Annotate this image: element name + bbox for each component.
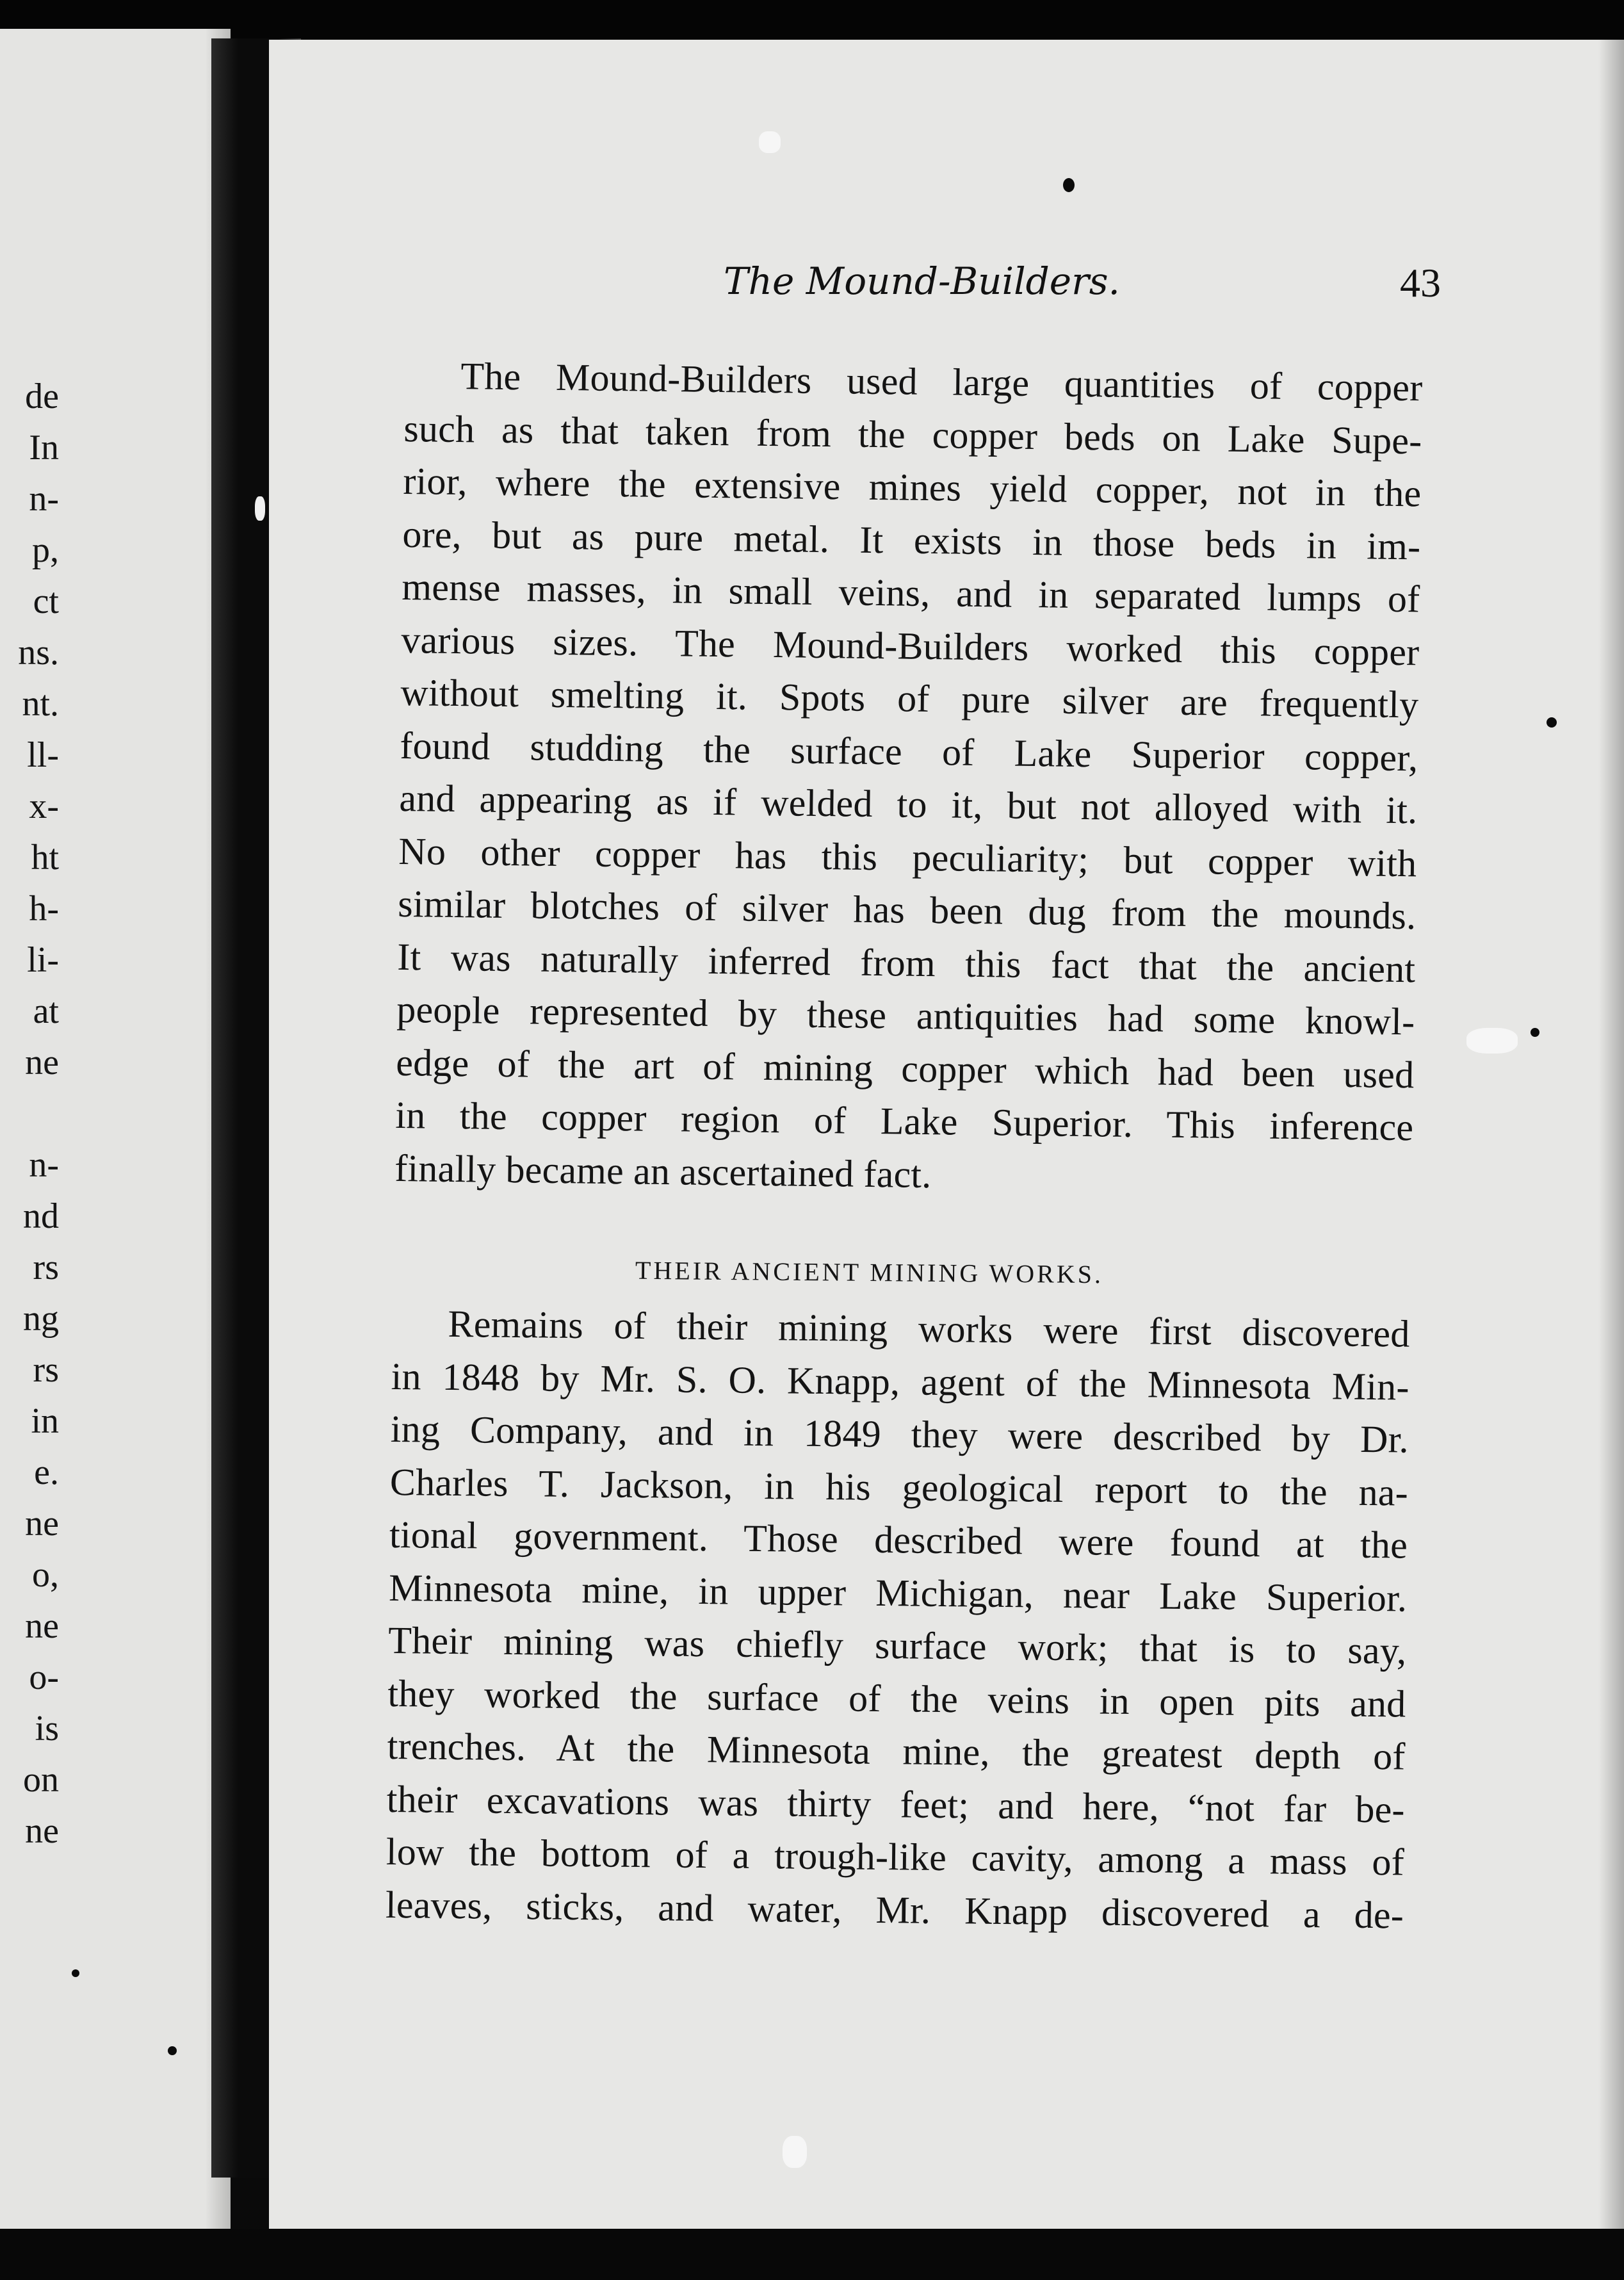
ink-speck <box>72 1969 79 1977</box>
ink-speck <box>1063 178 1075 192</box>
ink-speck <box>168 2046 177 2055</box>
text-line: edge of the art of mining copper which had been used <box>395 1041 1415 1096</box>
fragment: ht <box>31 838 59 877</box>
text-line: various sizes. The Mound-Builders worked this copper <box>401 618 1420 673</box>
fragment: nt. <box>22 684 59 724</box>
fragment: o- <box>29 1657 59 1697</box>
text-line: and appearing as if welded to it, but not alloyed with it. <box>399 776 1418 832</box>
fragment: ne <box>25 1043 59 1082</box>
running-title: The Mound-Builders. <box>724 259 1120 303</box>
fragment: ng <box>23 1299 59 1339</box>
paragraph-copper <box>394 349 1423 1207</box>
fragment: at <box>33 991 59 1031</box>
section-heading: THEIR ANCIENT MINING WORKS. <box>635 1255 1104 1289</box>
fragment: is <box>35 1709 59 1748</box>
text-line: without smelting it. Spots of pure silver are frequently <box>400 671 1419 726</box>
text-line: similar blotches of silver has been dug from the mounds. <box>398 882 1417 938</box>
text-line: in the copper region of Lake Superior. This inference <box>394 1093 1414 1149</box>
text-line: in 1848 by Mr. S. O. Knapp, agent of the Minnesota Min- <box>391 1355 1409 1408</box>
page-number: 43 <box>1400 260 1441 305</box>
page-edge-shadow <box>1598 40 1624 2243</box>
scan-blemish <box>783 2136 807 2168</box>
scan-bottom-border <box>0 2229 1624 2280</box>
fragment: ne <box>25 1504 59 1543</box>
text-line: low the bottom of a trough-like cavity, among a mass of <box>386 1830 1405 1884</box>
text-line: such as that taken from the copper beds on Lake Supe- <box>403 407 1422 462</box>
text-line: tional government. Those described were found at the <box>389 1513 1408 1567</box>
ink-speck <box>1531 1028 1539 1037</box>
fragment: in <box>31 1401 59 1441</box>
text-line: Remains of their mining works were first discovered <box>448 1302 1410 1355</box>
text-line: trenches. At the Minnesota mine, the greatest depth of <box>387 1724 1406 1778</box>
text-line: leaves, sticks, and water, Mr. Knapp discovered a de- <box>385 1883 1404 1937</box>
ink-speck <box>1547 717 1557 728</box>
text-line: ing Company, and in 1849 they were described by Dr. <box>390 1407 1409 1461</box>
fragment: o, <box>32 1555 59 1595</box>
fragment: rs <box>33 1248 59 1287</box>
fragment: rs <box>33 1350 59 1390</box>
text-line: It was naturally inferred from this fact that the ancient <box>397 935 1416 990</box>
text-line: they worked the surface of the veins in open pits and <box>387 1672 1406 1725</box>
text-line: Minnesota mine, in upper Michigan, near Lake Superior. <box>388 1566 1408 1620</box>
fragment: x- <box>29 786 59 826</box>
text-line: finally became an ascertained fact. <box>394 1146 932 1196</box>
fragment: e. <box>34 1453 59 1492</box>
fragment: ne <box>25 1811 59 1851</box>
fragment: n- <box>29 479 59 519</box>
text-line: rior, where the extensive mines yield copper, not in the <box>403 459 1422 515</box>
facing-page <box>0 29 231 2232</box>
fragment: p, <box>32 530 59 570</box>
fragment: ns. <box>18 633 59 672</box>
page-header <box>704 259 1441 317</box>
text-line: No other copper has this peculiarity; but copper with <box>398 829 1417 884</box>
text-line: Their mining was chiefly surface work; that is to say, <box>388 1618 1407 1672</box>
fragment: In <box>29 428 59 468</box>
scan-blemish <box>255 496 265 521</box>
scan-top-border <box>0 0 1624 40</box>
text-line: Charles T. Jackson, in his geological report to the na- <box>389 1460 1409 1514</box>
fragment: on <box>23 1760 59 1800</box>
paragraph-mining-works <box>386 1297 1410 1942</box>
fragment: li- <box>27 940 59 980</box>
text-line: found studding the surface of Lake Superior copper, <box>400 724 1418 779</box>
scan-blemish <box>759 131 781 153</box>
text-line: ore, but as pure metal. It exists in those beds in im- <box>402 512 1421 567</box>
text-line: people represented by these antiquities had some knowl- <box>396 988 1415 1043</box>
fragment: ct <box>33 582 59 621</box>
fragment: ne <box>25 1606 59 1646</box>
fragment: ll- <box>27 735 59 775</box>
fragment: nd <box>23 1196 59 1236</box>
scan-blemish <box>1466 1028 1518 1054</box>
text-line: mense masses, in small veins, and in separated lumps of <box>402 565 1420 621</box>
fragment: h- <box>29 889 59 929</box>
text-line: their excavations was thirty feet; and here, “not far be- <box>386 1777 1406 1831</box>
fragment: n- <box>29 1145 59 1185</box>
fragment: de <box>25 377 59 416</box>
text-line: The Mound-Builders used large quantities of copper <box>460 355 1423 409</box>
